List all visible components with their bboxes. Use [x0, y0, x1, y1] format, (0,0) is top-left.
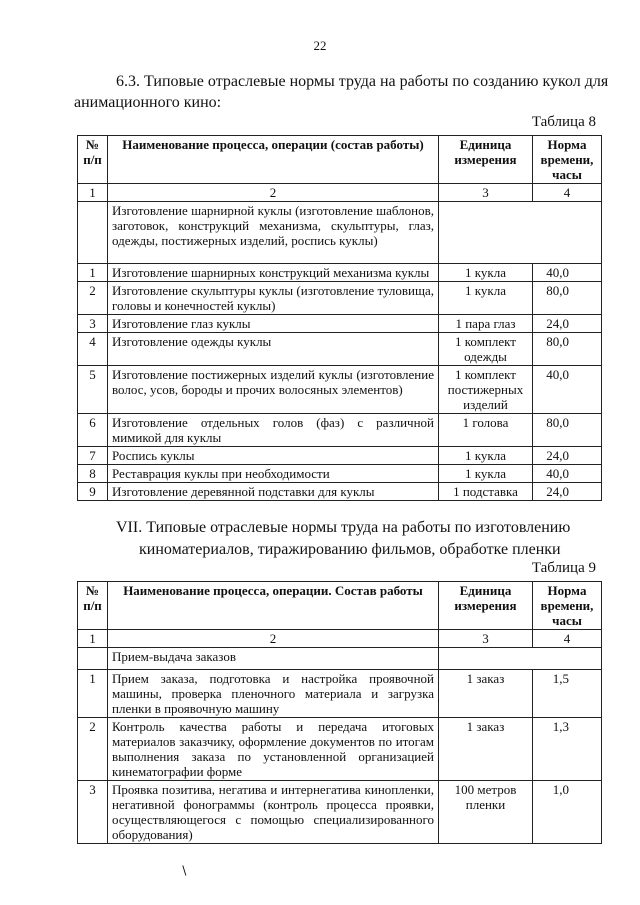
- row-norm: 40,0: [533, 465, 602, 483]
- colnum-2: 2: [108, 184, 439, 202]
- row-operation-name: Изготовление одежды куклы: [108, 333, 439, 366]
- row-norm: 1,5: [533, 670, 602, 718]
- colnum-2: 2: [108, 630, 439, 648]
- table-9-group-row: [78, 648, 602, 670]
- row-norm: 1,3: [533, 718, 602, 781]
- header-norm: Норма времени, часы: [533, 136, 602, 184]
- header-unit: Единица измерения: [439, 582, 533, 630]
- row-number: 9: [78, 483, 108, 501]
- group-name: Прием-выдача заказов: [108, 648, 439, 670]
- row-operation-name: Проявка позитива, негатива и интернегатива кинопленки, негативной фонограммы (контроль процесса проявки, осуществляющегося с помощью специализированного оборудования): [108, 781, 439, 844]
- page-number: 22: [313, 38, 327, 53]
- colnum-4: 4: [533, 184, 602, 202]
- header-norm: Норма времени, часы: [533, 582, 602, 630]
- colnum-3: 3: [439, 630, 533, 648]
- row-number: 3: [78, 315, 108, 333]
- table-row: [78, 718, 602, 781]
- table-8-header-row: [78, 136, 602, 184]
- table-row: [78, 366, 602, 414]
- header-name: Наименование процесса, операции. Состав работы: [108, 582, 439, 630]
- row-number: 5: [78, 366, 108, 414]
- table-9: [77, 581, 602, 844]
- row-operation-name: Изготовление постижерных изделий куклы (изготовление волос, усов, бороды и прочих волосяных элементов): [108, 366, 439, 414]
- row-unit: 1 подставка: [439, 483, 533, 501]
- row-norm: 80,0: [533, 282, 602, 315]
- row-unit: 1 голова: [439, 414, 533, 447]
- row-number: 6: [78, 414, 108, 447]
- colnum-4: 4: [533, 630, 602, 648]
- row-norm: 24,0: [533, 447, 602, 465]
- table-row: [78, 282, 602, 315]
- row-norm: 40,0: [533, 264, 602, 282]
- table-row: [78, 670, 602, 718]
- table-row: [78, 414, 602, 447]
- row-number: 2: [78, 282, 108, 315]
- row-norm: 24,0: [533, 315, 602, 333]
- table-row: [78, 483, 602, 501]
- row-unit: 1 пара глаз: [439, 315, 533, 333]
- section-7-heading-line2: киноматериалов, тиражированию фильмов, обработке пленки: [139, 541, 561, 558]
- row-number: 2: [78, 718, 108, 781]
- colnum-1: 1: [78, 184, 108, 202]
- row-operation-name: Роспись куклы: [108, 447, 439, 465]
- row-operation-name: Изготовление отдельных голов (фаз) с различной мимикой для куклы: [108, 414, 439, 447]
- colnum-3: 3: [439, 184, 533, 202]
- row-number: 1: [78, 670, 108, 718]
- table-9-header-row: [78, 582, 602, 630]
- table-8-group-row: [78, 202, 602, 264]
- group-name: Изготовление шарнирной куклы (изготовление шаблонов, заготовок, конструкций механизма, скульптуры, глаз, одежды, постижерных изделий, роспись куклы): [108, 202, 439, 264]
- row-operation-name: Изготовление скульптуры куклы (изготовление туловища, головы и конечностей куклы): [108, 282, 439, 315]
- table-row: [78, 465, 602, 483]
- row-operation-name: Изготовление шарнирных конструкций механизма куклы: [108, 264, 439, 282]
- row-number: 7: [78, 447, 108, 465]
- section-7-heading-line1: VII. Типовые отраслевые нормы труда на работы по изготовлению: [116, 519, 571, 536]
- table-9-colnum-row: [78, 630, 602, 648]
- row-norm: 24,0: [533, 483, 602, 501]
- row-unit: 1 кукла: [439, 282, 533, 315]
- section-6-3-heading-line2: анимационного кино:: [74, 94, 222, 111]
- row-norm: 80,0: [533, 414, 602, 447]
- row-norm: 40,0: [533, 366, 602, 414]
- table-row: [78, 333, 602, 366]
- header-num: № п/п: [78, 582, 108, 630]
- row-number: 3: [78, 781, 108, 844]
- row-norm: 1,0: [533, 781, 602, 844]
- row-operation-name: Изготовление деревянной подставки для куклы: [108, 483, 439, 501]
- row-number: 4: [78, 333, 108, 366]
- row-operation-name: Реставрация куклы при необходимости: [108, 465, 439, 483]
- row-operation-name: Изготовление глаз куклы: [108, 315, 439, 333]
- table-8-colnum-row: [78, 184, 602, 202]
- header-unit: Единица измерения: [439, 136, 533, 184]
- colnum-1: 1: [78, 630, 108, 648]
- row-unit: 1 кукла: [439, 465, 533, 483]
- row-unit: 1 кукла: [439, 447, 533, 465]
- table-row: [78, 447, 602, 465]
- row-unit: 1 комплект одежды: [439, 333, 533, 366]
- row-unit: 1 комплект постижерных изделий: [439, 366, 533, 414]
- row-unit: 1 заказ: [439, 670, 533, 718]
- header-num: № п/п: [78, 136, 108, 184]
- row-unit: 1 заказ: [439, 718, 533, 781]
- stray-mark: ∖: [180, 864, 188, 878]
- table-row: [78, 264, 602, 282]
- row-operation-name: Контроль качества работы и передача итоговых материалов заказчику, оформление документов по итогам выполнения заказа по установленной организацией кинематографии форме: [108, 718, 439, 781]
- row-operation-name: Прием заказа, подготовка и настройка проявочной машины, проверка пленочного материала и загрузка пленки в проявочную машину: [108, 670, 439, 718]
- table-row: [78, 315, 602, 333]
- header-name: Наименование процесса, операции (состав работы): [108, 136, 439, 184]
- table-8: [77, 135, 602, 501]
- table-8-label: Таблица 8: [531, 114, 596, 130]
- table-row: [78, 781, 602, 844]
- row-unit: 1 кукла: [439, 264, 533, 282]
- row-number: 1: [78, 264, 108, 282]
- row-unit: 100 метров пленки: [439, 781, 533, 844]
- row-norm: 80,0: [533, 333, 602, 366]
- row-number: 8: [78, 465, 108, 483]
- table-9-label: Таблица 9: [531, 560, 596, 576]
- section-6-3-heading-line1: 6.3. Типовые отраслевые нормы труда на работы по созданию кукол для: [116, 73, 609, 90]
